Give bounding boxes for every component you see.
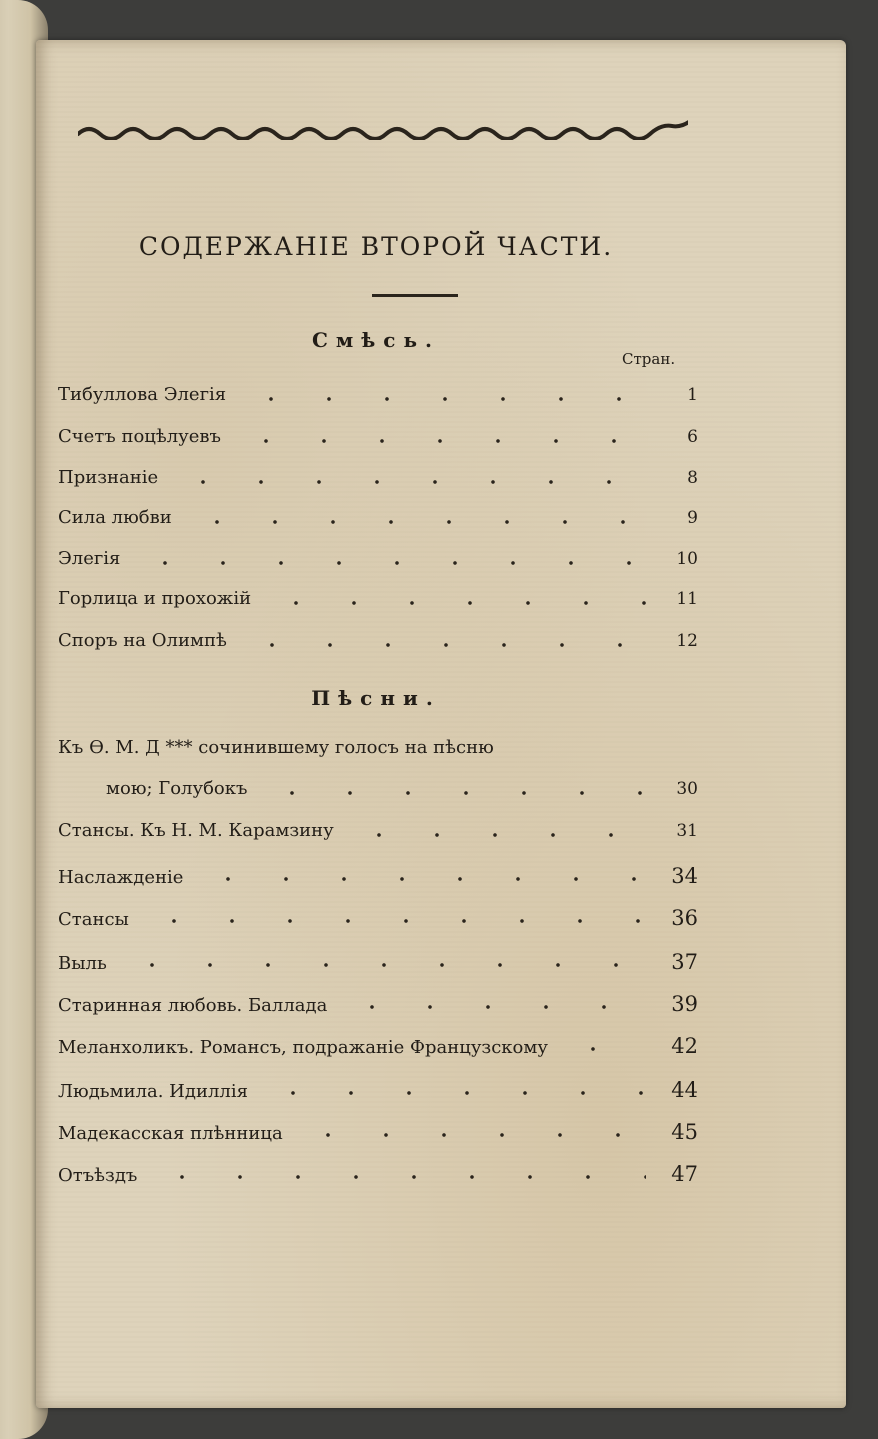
entry-title: Споръ на Олимпѣ xyxy=(58,630,227,651)
toc-entry xyxy=(58,1162,698,1192)
dot-leader xyxy=(556,1046,646,1052)
entry-page: 45 xyxy=(671,1120,698,1144)
entry-page: 11 xyxy=(676,589,698,609)
entry-title: Отъѣздъ xyxy=(58,1165,138,1186)
entry-title: Горлица и прохожій xyxy=(58,588,252,609)
section-heading-smes: Смѣсь. xyxy=(311,328,441,352)
entry-page: 9 xyxy=(687,508,698,528)
dot-leader xyxy=(342,832,646,838)
title-rule xyxy=(372,294,458,297)
dot-leader xyxy=(291,1132,646,1138)
dot-leader xyxy=(234,396,646,402)
entry-page: 6 xyxy=(687,427,698,447)
page-title: СОДЕРЖАНІЕ ВТОРОЙ ЧАСТИ. xyxy=(138,232,614,261)
dot-leader xyxy=(137,918,646,924)
dot-leader xyxy=(235,642,646,648)
entry-page: 12 xyxy=(676,631,698,651)
entry-page: 39 xyxy=(671,992,698,1016)
toc-entry xyxy=(58,820,698,850)
entry-title: Стансы xyxy=(58,909,129,930)
dot-leader xyxy=(256,1090,646,1096)
section-heading-pesni: Пѣсни. xyxy=(311,686,441,710)
entry-title: Мадекасская плѣнница xyxy=(58,1123,283,1144)
entry-page: 34 xyxy=(671,864,698,888)
entry-title: Признаніе xyxy=(58,467,159,488)
dot-leader xyxy=(145,1174,646,1180)
entry-title: Тибуллова Элегія xyxy=(58,384,227,405)
entry-title: Выль xyxy=(58,953,107,974)
entry-page: 36 xyxy=(671,906,698,930)
dot-leader xyxy=(259,600,646,606)
toc-entry xyxy=(58,426,698,456)
toc-entry xyxy=(58,588,698,618)
entry-title: Сила любви xyxy=(58,507,172,528)
dot-leader xyxy=(229,438,646,444)
entry-title: Людьмила. Идиллія xyxy=(58,1081,248,1102)
entry-page: 44 xyxy=(671,1078,698,1102)
entry-title: Счетъ поцѣлуевъ xyxy=(58,426,221,447)
entry-page: 1 xyxy=(687,385,698,405)
dot-leader xyxy=(180,519,646,525)
book-page xyxy=(36,40,846,1408)
entry-title: Стансы. Къ Н. М. Карамзину xyxy=(58,820,334,841)
dot-leader xyxy=(191,876,646,882)
entry-page: 47 xyxy=(671,1162,698,1186)
toc-entry-first-line: Къ Ѳ. М. Д *** сочинившему голосъ на пѣсню xyxy=(58,737,494,758)
entry-page: 8 xyxy=(687,468,698,488)
pages-column-label: Стран. xyxy=(622,350,676,368)
entry-page: 30 xyxy=(676,779,698,799)
dot-leader xyxy=(166,479,646,485)
toc-entry-continuation xyxy=(106,778,698,808)
toc-entry xyxy=(58,906,698,936)
toc-entry xyxy=(58,384,698,414)
toc-entry xyxy=(58,1078,698,1108)
wavy-ornament xyxy=(78,104,688,140)
dot-leader xyxy=(335,1004,646,1010)
dot-leader xyxy=(128,560,646,566)
entry-page: 42 xyxy=(671,1034,698,1058)
toc-entry xyxy=(58,467,698,497)
toc-entry xyxy=(58,992,698,1022)
toc-entry xyxy=(58,1034,698,1064)
entry-title: Старинная любовь. Баллада xyxy=(58,995,328,1016)
entry-title: мою; Голубокъ xyxy=(106,778,248,799)
entry-page: 37 xyxy=(671,950,698,974)
dot-leader xyxy=(255,790,646,796)
entry-page: 31 xyxy=(676,821,698,841)
toc-entry xyxy=(58,548,698,578)
toc-entry xyxy=(58,507,698,537)
toc-entry xyxy=(58,864,698,894)
toc-entry xyxy=(58,1120,698,1150)
entry-title: Элегія xyxy=(58,548,121,569)
entry-title: Наслажденіе xyxy=(58,867,184,888)
dot-leader xyxy=(115,962,646,968)
toc-entry xyxy=(58,950,698,980)
toc-entry xyxy=(58,630,698,660)
entry-page: 10 xyxy=(676,549,698,569)
entry-title: Меланхоликъ. Романсъ, подражаніе Французскому xyxy=(58,1037,548,1058)
